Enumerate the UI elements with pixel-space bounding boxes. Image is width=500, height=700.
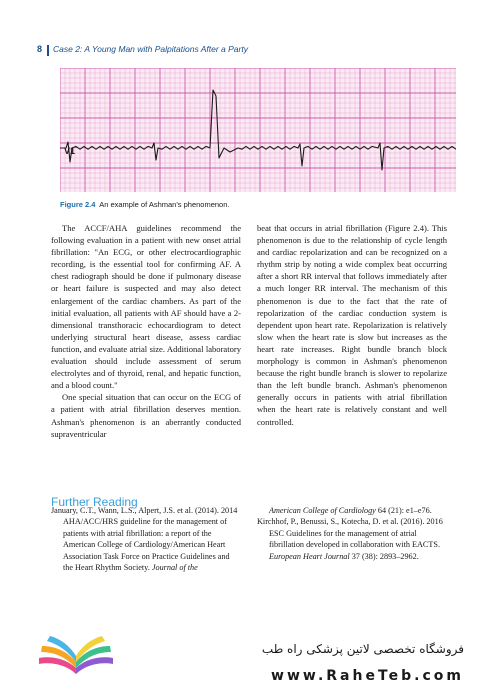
book-logo-icon xyxy=(37,634,115,680)
figure-caption xyxy=(60,200,229,209)
watermark-url: www.RaheTeb.com xyxy=(271,668,464,684)
reference-tail: 37 (38): 2893–2962. xyxy=(349,551,419,561)
further-reading-heading: Further Reading xyxy=(51,494,138,509)
figure-caption-text: An example of Ashman's phenomenon. xyxy=(99,200,230,209)
body-column-right xyxy=(257,222,447,428)
body-column-left xyxy=(51,222,241,440)
reference-january xyxy=(51,505,241,573)
paragraph-ashman-mechanism: beat that occurs in atrial fibrillation (Figure 2.4). This phenomenon is due to the relationship of cycle length and cardiac repolarization and can be recognized on a rhythm strip by noting a wide complex beat occurring after a short RR interval that follows immediately after a much longer RR interval. The mechanism of this phenomenon is due to the fact that the rate of repolarization of the cardiac conduction system is dependent upon heart rate. Repolarization is relatively slow when the heart rate is slow but increases as the heart rate increases. Right bundle branch block morphology is common in Ashman's phenomenon because the right bundle branch is slower to repolarize than the left bundle branch. Ashman's phenomenon generally occurs in patients with atrial fibrillation when the heart rate is relatively constant and well controlled. xyxy=(257,223,447,427)
reference-journal: European Heart Journal xyxy=(269,551,350,561)
watermark-persian-text: فروشگاه تخصصی لاتین پزشکی راه طب xyxy=(261,642,464,656)
figure-label: Figure 2.4 xyxy=(60,200,96,209)
references-column-left xyxy=(51,505,241,574)
references-column-right xyxy=(257,505,452,563)
paragraph-guidelines: The ACCF/AHA guidelines recommend the following evaluation in a patient with new onset atrial fibrillation: "An ECG, or other electrocardiographic recording, is the essential tool for confirming AF. A chest radiograph should be done if pulmonary disease or heart failure is suspected and may also detect enlargement of the cardiac chambers. As part of the initial evaluation, all patients with AF should have a 2-dimensional transthoracic echocardiogram to detect underlying structural heart disease, assess cardiac function, and evaluate atrial size. Additional laboratory evaluation should include assessment of serum electrolytes and of thyroid, renal, and hepatic function, and a blood count." xyxy=(51,223,241,391)
watermark-banner xyxy=(0,622,500,700)
reference-tail: 64 (21): e1–e76. xyxy=(375,506,432,515)
ecg-paper-background xyxy=(60,68,456,192)
running-title: Case 2: A Young Man with Palpitations After a Party xyxy=(53,44,248,54)
running-header xyxy=(37,44,457,58)
page-number: 8 xyxy=(37,44,43,54)
ecg-figure xyxy=(60,68,456,192)
reference-text: Kirchhof, P., Benussi, S., Kotecha, D. et al. (2016). 2016 ESC Guidelines for the management of atrial fibrillation developed in collaboration with EACTS. xyxy=(257,517,443,550)
ecg-rhythm-strip xyxy=(60,68,456,192)
reference-journal: American College of Cardiology xyxy=(269,506,376,515)
paragraph-ashman-intro: One special situation that can occur on the ECG of a patient with atrial fibrillation deserves mention. Ashman's phenomenon is an aberrantly conducted supraventricular xyxy=(51,392,241,439)
reference-kirchhof xyxy=(257,516,452,562)
ecg-lead-label: V1 xyxy=(64,146,76,156)
header-divider xyxy=(47,45,49,56)
reference-january-continued xyxy=(257,505,452,516)
reference-text: January, C.T., Wann, L.S., Alpert, J.S. et al. (2014). 2014 AHA/ACC/HRS guideline for the management of patients with atrial fibrillation: a report of the American College of Cardiology/American Heart Association Task Force on Practice Guidelines and the Heart Rhythm Society. xyxy=(51,506,238,573)
reference-journal: Journal of the xyxy=(151,563,198,573)
